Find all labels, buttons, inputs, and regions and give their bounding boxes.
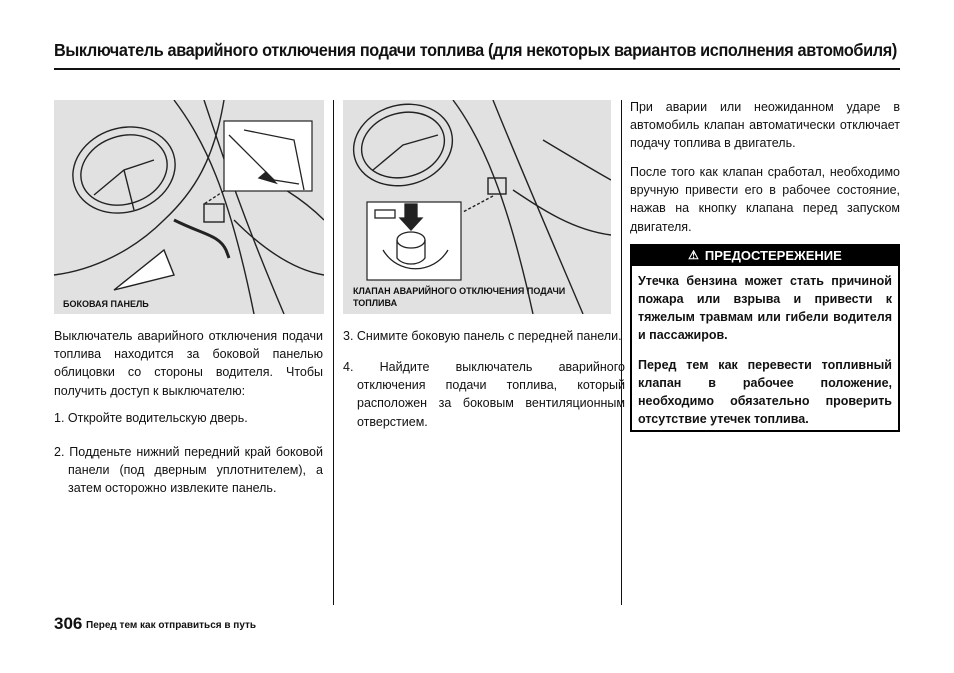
intro-paragraph: Выключатель аварийного отключения подачи топлива находится за боковой панелью облицовки со стороны водителя. Чтобы получить доступ к выключателю: [54, 329, 323, 398]
column-divider-1 [333, 100, 334, 605]
valve-drawing [343, 100, 611, 314]
side-panel-illustration [54, 100, 324, 314]
warning-header [630, 244, 900, 266]
title-divider [54, 68, 900, 70]
valve-caption: КЛАПАН АВАРИЙНОГО ОТКЛЮЧЕНИЯ ПОДАЧИ ТОПЛИВА [353, 286, 566, 308]
page-title: Выключатель аварийного отключения подачи топлива (для некоторых вариантов исполнения автомобиля) [54, 40, 897, 60]
warning-text-1: Утечка бензина может стать причиной пожара или взрыва и привести к тяжелым травмам или гибели водителя и пассажиров. [638, 274, 892, 342]
page-number: 306 [54, 614, 83, 633]
fuel-cutoff-valve-illustration [343, 100, 611, 314]
warning-text-2: Перед тем как перевести топливный клапан в рабочее положение, необходимо обязательно проверить отсутствие утечек топлива. [638, 358, 892, 426]
valve-info-paragraph: При аварии или неожиданном ударе в автомобиль клапан автоматически отключает подачу топлива в двигатель. [630, 100, 900, 151]
step-4: 4. Найдите выключатель аварийного отключения подачи топлива, который расположен за боковым вентиляционным отверстием. [343, 360, 625, 429]
section-title: Перед тем как отправиться в путь [86, 620, 257, 631]
reset-info-paragraph: После того как клапан сработал, необходимо вручную привести его в рабочее состояние, нажав на кнопку клапана перед запуском двигателя. [630, 165, 900, 234]
dashboard-drawing [54, 100, 324, 314]
step-2: 2. Подденьте нижний передний край боковой панели (под дверным уплотнителем), а затем осторожно извлеките панель. [54, 445, 323, 496]
step-1: 1. Откройте водительскую дверь. [54, 411, 248, 425]
side-panel-caption: БОКОВАЯ ПАНЕЛЬ [63, 299, 149, 309]
step-3: 3. Снимите боковую панель с передней панели. [343, 329, 622, 343]
warning-title: ПРЕДОСТЕРЕЖЕНИЕ [704, 247, 842, 263]
column-divider-2 [621, 100, 622, 605]
warning-triangle-icon: ⚠ [688, 248, 699, 262]
